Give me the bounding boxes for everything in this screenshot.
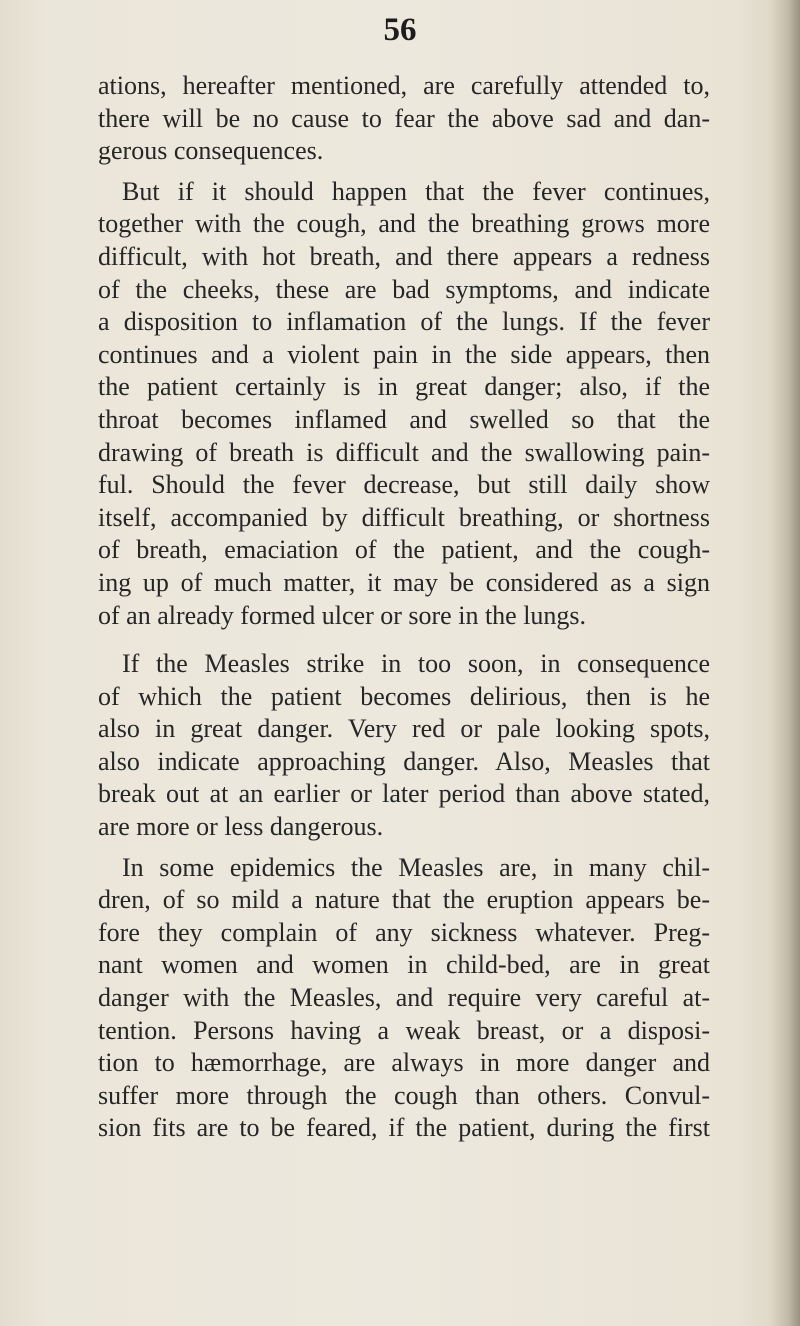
text-line: ing up of much matter, it may be considered as a sign	[98, 567, 710, 597]
text-line: of which the patient becomes delirious, then is he	[98, 681, 710, 711]
text-line: itself, accompanied by difficult breathing, or shortness	[98, 502, 710, 532]
text-line: gerous consequences.	[98, 136, 324, 166]
text-line: are more or less dangerous.	[98, 812, 384, 842]
text-line: drawing of breath is difficult and the swallowing pain-	[98, 437, 710, 467]
text-line: If the Measles strike in too soon, in consequence	[122, 649, 710, 679]
text-line: tion to hæmorrhage, are always in more danger and	[98, 1048, 710, 1078]
text-line: there will be no cause to fear the above sad and dan-	[98, 103, 710, 133]
text-line: a disposition to inflamation of the lungs. If the fever	[98, 307, 710, 337]
text-line: the patient certainly is in great danger; also, if the	[98, 372, 710, 402]
paragraph	[98, 176, 710, 632]
page-number: 56	[383, 12, 417, 48]
text-line: together with the cough, and the breathing grows more	[98, 209, 710, 239]
text-line: But if it should happen that the fever continues,	[122, 176, 710, 206]
text-line: of an already formed ulcer or sore in the lungs.	[98, 600, 587, 630]
text-line: ations, hereafter mentioned, are carefully attended to,	[98, 71, 710, 100]
paragraph	[98, 70, 710, 168]
page-gutter-shadow	[770, 0, 800, 1326]
text-line: break out at an earlier or later period than above stated,	[98, 779, 710, 809]
text-line: also indicate approaching danger. Also, Measles that	[98, 746, 710, 776]
text-line: danger with the Measles, and require very careful at-	[98, 983, 710, 1013]
text-line: of the cheeks, these are bad symptoms, and indicate	[98, 274, 710, 304]
paragraph-gap	[98, 844, 710, 852]
body-text	[98, 70, 710, 1145]
text-line: also in great danger. Very red or pale looking spots,	[98, 714, 710, 744]
paragraph	[98, 852, 710, 1145]
text-line: tention. Persons having a weak breast, or a disposi-	[98, 1015, 710, 1045]
text-line: fore they complain of any sickness whatever. Preg-	[98, 917, 710, 947]
paragraph	[98, 648, 710, 844]
text-line: difficult, with hot breath, and there appears a redness	[98, 241, 710, 271]
paragraph-gap	[98, 168, 710, 176]
text-line: In some epidemics the Measles are, in many chil-	[122, 852, 710, 882]
text-line: ful. Should the fever decrease, but still daily show	[98, 470, 710, 500]
paragraph-gap	[98, 632, 710, 648]
text-line: continues and a violent pain in the side appears, then	[98, 339, 710, 369]
text-line: of breath, emaciation of the patient, and the cough-	[98, 535, 710, 565]
text-line: nant women and women in child-bed, are in great	[98, 950, 710, 980]
text-line: dren, of so mild a nature that the eruption appears be-	[98, 885, 710, 915]
text-line: throat becomes inflamed and swelled so that the	[98, 404, 710, 434]
text-line: sion fits are to be feared, if the patient, during the first	[98, 1113, 710, 1143]
text-line: suffer more through the cough than others. Convul-	[98, 1080, 710, 1110]
